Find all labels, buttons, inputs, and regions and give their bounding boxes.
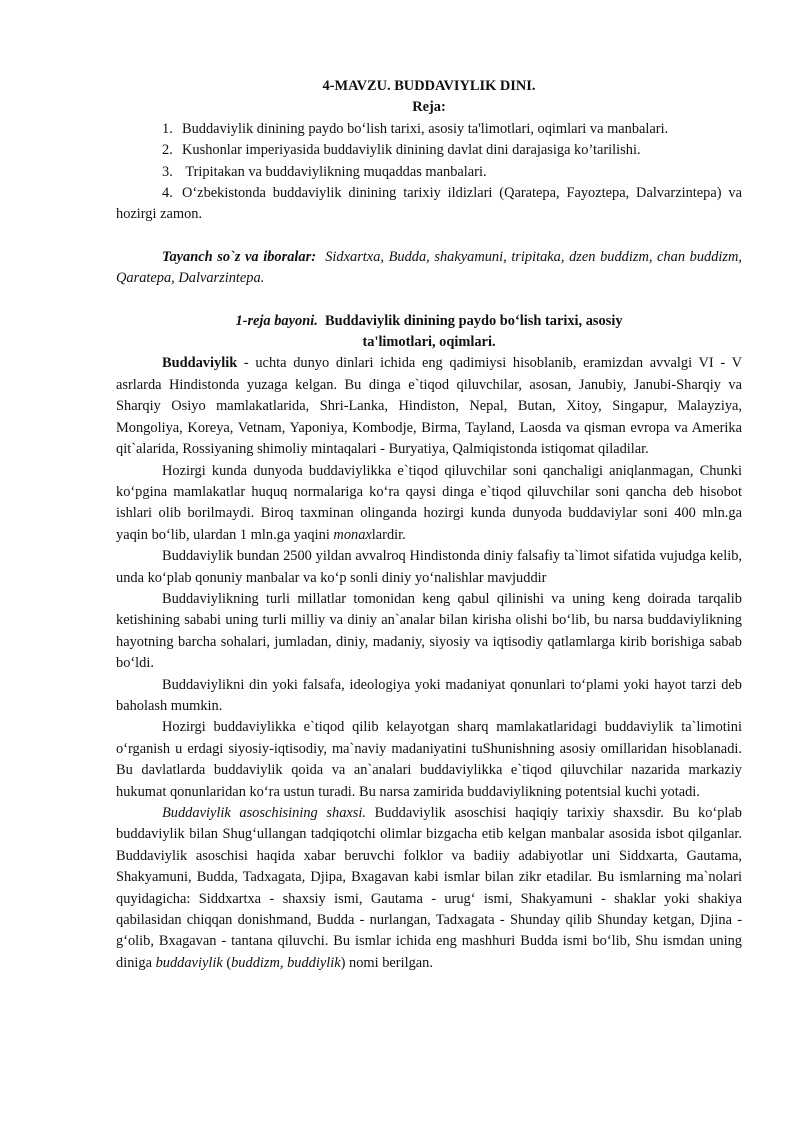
section-lead: 1-reja bayoni. [235, 312, 318, 329]
plan-label: Reja: [412, 99, 446, 116]
paragraph-7-text: Buddaviylik asoschisi haqiqiy tarixiy shaxsdir. Bu ko‘plab buddaviylik bilan Shug‘ullangan tadqiqotchi olimlar bizgacha etib kelgan manbalar asosida isbot qilganlar. Buddaviylik asoschisi haqida xabar beruvchi folklor va badiiy adabiyotlar uni Siddxarta, Gautama, Shakyamuni, Budda, Tadxagata, Djipa, Bxagavan kabi ismlar bilan zikr etadilar. Bu ismlarning ma`nolari quyidagicha: Siddxartxa - shaxsiy ismi, Gautama - urug‘ ismi, Shakyamuni - shaklar yoki shakiya qabilasidan chiqqan donishmand, Budda - nurlangan, Tadxagata - Shunday qilib Shunday ketgan, Djina - g‘olib, Bxagavan - tantana qiluvchi. Bu ismlar ichida eng mashhuri Budda ismi bo‘lib, Shu ismdan uning diniga [116, 805, 742, 971]
term-buddaviylik: Buddaviylik [162, 355, 238, 372]
plan-list [116, 119, 742, 226]
paragraph-3: Buddaviylik bundan 2500 yildan avvalroq Hindistonda diniy falsafiy ta`limot sifatida vujudga kelib, unda ko‘plab qonuniy manbalar va ko‘p sonli diniy yo‘nalishlar mavjuddir [116, 548, 742, 586]
paragraph-5: Buddaviylikni din yoki falsafa, ideologiya yoki madaniyat qonunlari to‘plami yoki hayot tarzi deb baholash mumkin. [116, 676, 742, 714]
paragraph-2-text: Hozirgi kunda dunyoda buddaviylikka e`tiqod qiluvchilar soni qanchaligi aniqlanmagan, Chunki ko‘pgina mamlakatlar huquq normalariga ko‘ra qaysi dinga e`tiqod qiluvchilar soni qancha deb hisobot ishlari olib borilmaydi. Biroq taxminan olinganda hozirgi kunda dunyoda buddaviylar soni 400 mln.ga yaqin bo‘lib, ulardan 1 mln.ga yaqini [116, 462, 742, 543]
section-heading-line2: ta'limotlari, oqimlari. [362, 334, 496, 351]
plan-item-text: Buddaviylik dinining paydo bo‘lish tarixi, asosiy ta'limotlari, oqimlari va manbalari. [182, 120, 669, 137]
plan-item-number: 3. [162, 163, 173, 180]
plan-item [116, 162, 742, 183]
plan-item [116, 183, 742, 226]
plan-item [116, 119, 742, 140]
paragraph-7 [116, 803, 742, 974]
document-page [116, 76, 742, 974]
plan-item [116, 140, 742, 161]
plan-item-number: 2. [162, 142, 173, 159]
paragraph-2-end: lardir. [371, 526, 406, 543]
plan-item-number: 1. [162, 120, 173, 137]
paragraph-2 [116, 461, 742, 547]
paragraph-1-text: - uchta dunyo dinlari ichida eng qadimiysi hisoblanib, eramizdan avvalgi VI - V asrlarda Hindistonda yuzaga kelgan. Bu dinga e`tiqod qiluvchilar, asosan, Janubiy, Janubi-Sharqiy va Sharqiy Osiyo mamlakatlarida, Shri-Lanka, Hindiston, Nepal, Butan, Xitoy, Singapur, Malayziya, Mongoliya, Koreya, Vetnam, Yaponiya, Kombodje, Birma, Tayland, Laosda va qisman evropa va Amerika qit`alarida, Rossiyaning shimoliy mintaqalari - Buryatiya, Qalmiqistonda istiqomat qiladilar. [116, 355, 742, 458]
paragraph-7-end: ) nomi berilgan. [340, 954, 433, 971]
paragraph-4: Buddaviylikning turli millatlar tomonidan keng qabul qilinishi va uning keng doirada tarqalib ketishining sababi uning turli milliy va diniy an`analar bilan kirisha olishi bo‘lib, bu narsa buddaviylikning hayotning barcha sohalari, jumladan, diniy, madaniy, siyosiy va iqtisodiy qatlamlarga kirib borishiga sabab bo‘ldi. [116, 590, 742, 672]
paragraph-7-mid: ( [222, 954, 232, 971]
document-title: 4-MAVZU. BUDDAVIYLIK DINI. [322, 78, 536, 94]
paragraph-1 [116, 353, 742, 460]
paragraph-7-italic-heading: Buddaviylik asoschisining shaxsi. [162, 805, 366, 821]
keywords-label: Tayanch so`z va iboralar: [162, 248, 317, 265]
paragraph-7-italic-term: buddaviylik [155, 954, 223, 971]
plan-item-text: Kushonlar imperiyasida buddaviylik dinining davlat dini darajasiga ko’tarilishi. [182, 142, 641, 159]
section-heading [116, 311, 742, 332]
paragraph-6: Hozirgi buddaviylikka e`tiqod qilib kelayotgan sharq mamlakatlaridagi buddaviylik ta`limotini o‘rganish u erdagi siyosiy-iqtisodiy, ma`naviy madaniyatini tuShunishning asosiy omillaridan hisoblanadi. Bu davlatlarda buddaviylik qoida va an`analari buddaviylikka e`tiqod qiluvchilar nazarida markaziy hukumat qonunlaridan ko‘ra ustun turadi. Bu narsa zamirida buddaviylikning potentsial kuchi yotadi. [116, 719, 742, 800]
paragraph-2-italic: monax [333, 526, 372, 543]
plan-item-text: Tripitakan va buddaviylikning muqaddas manbalari. [182, 163, 487, 180]
plan-item-number: 4. [162, 185, 173, 202]
keywords-paragraph [116, 247, 742, 290]
plan-item-text: O‘zbekistonda buddaviylik dinining tarixiy ildizlari (Qaratepa, Fayoztepa, Dalvarzintepa) va hozirgi zamon. [116, 185, 742, 223]
keywords-text: Sidxartxa, Budda, shakyamuni, tripitaka, dzen buddizm, chan buddizm, Qaratepa, Dalvarzintepa. [116, 248, 742, 287]
paragraph-7-italic-terms: buddizm, buddiylik [231, 954, 341, 971]
section-title-line1: Buddaviylik dinining paydo bo‘lish tarixi, asosiy [325, 312, 623, 329]
